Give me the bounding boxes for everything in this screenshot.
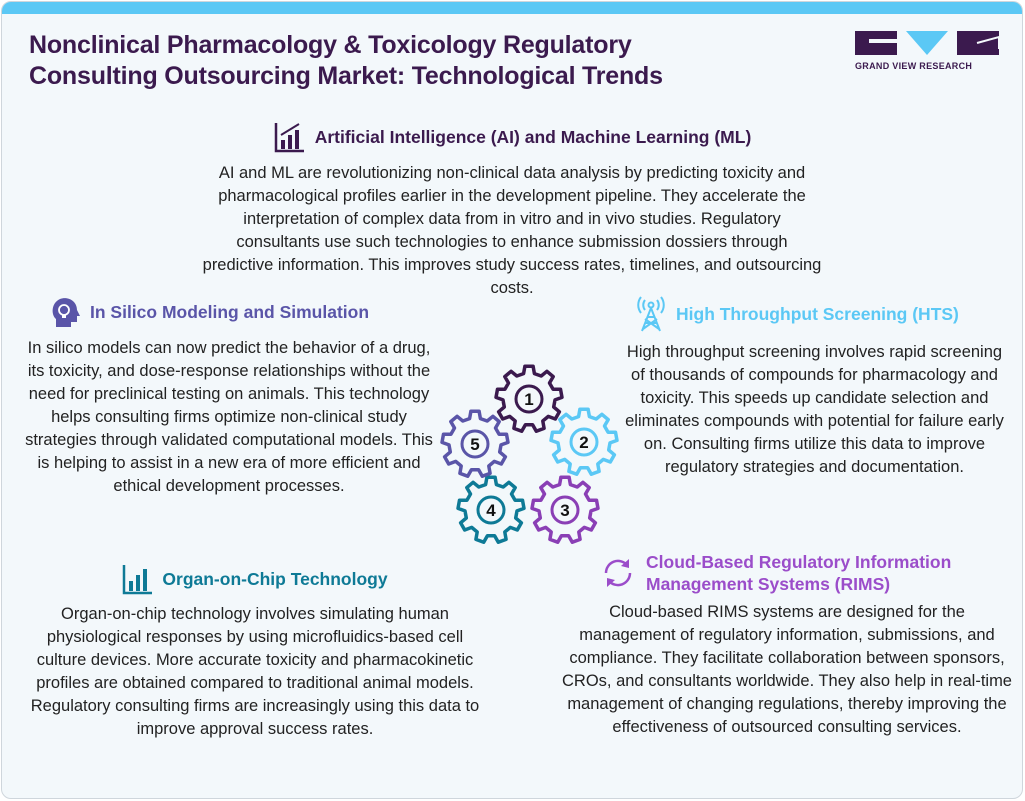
logo-r-mark [957,31,999,55]
in-silico-heading: In Silico Modeling and Simulation [90,301,370,322]
gear-number: 5 [470,435,480,454]
gear-number: 3 [560,501,570,520]
section-cloud-rims [562,551,1012,739]
grand-view-research-logo [855,31,999,71]
cloud-rims-heading: Cloud-Based Regulatory Information Management Systems (RIMS) [646,552,952,594]
hts-heading: High Throughput Screening (HTS) [676,303,959,324]
top-accent-bar [2,2,1022,14]
gear-5 [442,411,508,476]
cloud-rims-body: Cloud-based RIMS systems are designed for the management of regulatory information, submissions, and compliance. They facilitate collaboration between sponsors, CROs, and consultants worldwide. They also help in real-time management of changing regulations, thereby improving the effectiveness of outsourced consulting services. [562,603,1012,736]
section-hts [622,295,1007,479]
gear-4 [458,477,524,542]
section-organ-on-chip [20,563,490,741]
hts-body: High throughput screening involves rapid screening of thousands of compounds for pharmacology and toxicity. This speeds up candidate selection and eliminates compounds with potential for failure early on. Consulting firms utilize this data to improve regulatory strategies and documentation. [625,343,1004,476]
in-silico-body: In silico models can now predict the behavior of a drug, its toxicity, and dose-response relationships without the need for preclinical testing on animals. This technology helps consulting firms optimize non-clinical study strategies through validated computational models. This is helping to assist in a new era of more efficient and ethical development processes. [25,339,433,495]
gear-number: 4 [486,501,496,520]
infographic-card [1,1,1023,799]
title-line-1: Nonclinical Pharmacology & Toxicology Regulatory [29,31,632,59]
gear-1 [496,366,562,431]
ai-body: AI and ML are revolutionizing non-clinical data analysis by predicting toxicity and pharmacological profiles earlier in the development pipeline. They accelerate the interpretation of complex data from in vitro and in vivo studies. Regulatory consultants use such technologies to enhance submission dossiers through predictive information. This improves study success rates, timelines, and outsourcing costs. [202,164,822,297]
gears-diagram [432,357,622,552]
antenna-tower-icon [634,295,668,333]
ai-heading: Artificial Intelligence (AI) and Machine Learning (ML) [314,126,752,147]
chart-icon [122,563,154,595]
logo-v-mark [906,31,948,55]
logo-text: GRAND VIEW RESEARCH [855,61,973,71]
gear-number: 1 [524,390,534,409]
page-title [29,30,663,92]
logo-g-mark [855,31,897,55]
head-lightbulb-icon [48,295,82,329]
section-ai-ml [192,120,832,300]
gear-number: 2 [579,433,589,452]
organ-on-chip-body: Organ-on-chip technology involves simulating human physiological responses by using microfluidics-based cell culture devices. More accurate toxicity and pharmacokinetic profiles are obtained compared to traditional animal models. Regulatory consulting firms are increasingly using this data to improve approval success rates. [30,605,480,738]
title-line-2: Consulting Outsourcing Market: Technological Trends [29,62,663,90]
bar-chart-icon [273,120,307,154]
section-in-silico [24,295,434,498]
sync-icon [598,553,638,593]
organ-on-chip-heading: Organ-on-Chip Technology [162,568,388,589]
gear-2 [551,409,617,474]
gear-3 [532,477,598,542]
